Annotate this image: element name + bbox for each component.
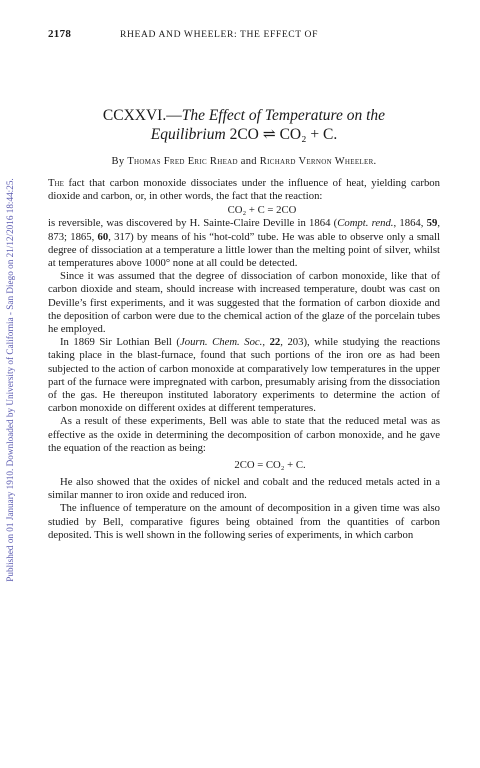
- p2-text-d: , 317) by means of his “hot-cold” tube. He was able to observe only a small degree of dissociation at a temperature a little lower than the melting point of silver, whilst at temperatures above 1000° none at all could be detected.: [48, 230, 440, 270]
- title-number: CCXXVI.—: [102, 107, 182, 124]
- publication-note: Published on 01 January 1910. Downloaded by University of California - San Diego on 21/12/2016 18:44:25.: [5, 178, 15, 582]
- paragraph-5: As a result of these experiments, Bell was able to state that the reduced metal was as effective as the oxide in determining the decomposition of carbon monoxide, and he gave the equation of the reaction as being:: [48, 415, 440, 454]
- paragraph-1: [48, 177, 440, 203]
- paragraph-2: [48, 217, 440, 270]
- p4-text-c: , 203), while studying the reactions taking place in the blast-furnace, found that such portions of the iron ore as had been subjected to the action of carbon monoxide at comparatively low temperatures in the upper part of the furnace were impregnated with carbon, presumably arising from the dissociation of the gas. He thereupon instituted laboratory experiments to determine the action of carbon monoxide on different oxides at different temperatures.: [48, 336, 440, 415]
- p4-text-b: ,: [262, 336, 270, 349]
- equation-2: 2CO = CO₂ + C.: [234, 459, 306, 472]
- running-title: RHEAD AND WHEELER: THE EFFECT OF: [120, 29, 319, 40]
- byline: [48, 156, 440, 167]
- volume-22: 22: [269, 336, 281, 349]
- byline-and: and: [240, 156, 257, 167]
- title-line-1: [48, 106, 440, 125]
- volume-59: 59: [426, 217, 438, 230]
- equation-1: CO₂ + C = 2CO: [227, 204, 297, 217]
- publication-sidebar: [2, 10, 18, 750]
- running-head: [48, 28, 440, 44]
- paragraph-6: He also showed that the oxides of nickel and cobalt and the reduced metals acted in a similar manner to iron oxide and reduced iron.: [48, 476, 440, 502]
- paragraph-1-text: fact that carbon monoxide dissociates under the influence of heat, yielding carbon dioxide and carbon, or, in other words, the fact that the reaction:: [48, 177, 440, 203]
- byline-prefix: By: [111, 156, 125, 167]
- article-title: [48, 106, 440, 144]
- title-text-1: The Effect of Temperature on the: [181, 107, 386, 124]
- ref-journ-chem-soc: Journ. Chem. Soc.: [179, 336, 263, 349]
- paragraph-4: [48, 336, 440, 415]
- p2-text-a: is reversible, was discovered by H. Sainte-Claire Deville in 1864 (: [48, 217, 338, 230]
- page-number: 2178: [48, 28, 72, 40]
- paragraph-7: The influence of temperature on the amount of decomposition in a given time was also studied by Bell, comparative figures being obtained from the quantities of carbon deposited. This is well shown in the following series of experiments, in which carbon: [48, 502, 440, 541]
- paragraph-3: Since it was assumed that the degree of dissociation of carbon monoxide, like that of carbon dioxide and steam, should increase with increased temperature, doubt was cast on Deville’s first experiments, and it was suggested that the formation of carbon dioxide and the deposition of carbon were due to the chemical action of the glaze of the porcelain tubes he employed.: [48, 270, 440, 336]
- page: [48, 28, 440, 542]
- volume-60: 60: [97, 230, 109, 243]
- article-body: [48, 177, 440, 542]
- author-rhead: Thomas Fred Eric Rhead: [127, 156, 238, 167]
- title-text-2: Equilibrium: [150, 126, 226, 143]
- p4-text-a: In 1869 Sir Lothian Bell (: [60, 336, 180, 349]
- lead-word: The: [48, 177, 64, 189]
- title-line-2: [48, 125, 440, 144]
- author-wheeler: Richard Vernon Wheeler.: [259, 156, 377, 167]
- p2-text-c: , 873; 1865,: [48, 217, 440, 243]
- title-formula: 2CO ⇌ CO₂ + C.: [225, 126, 338, 143]
- ref-compt-rend: Compt. rend.: [337, 217, 394, 230]
- p2-text-b: , 1864,: [393, 217, 427, 230]
